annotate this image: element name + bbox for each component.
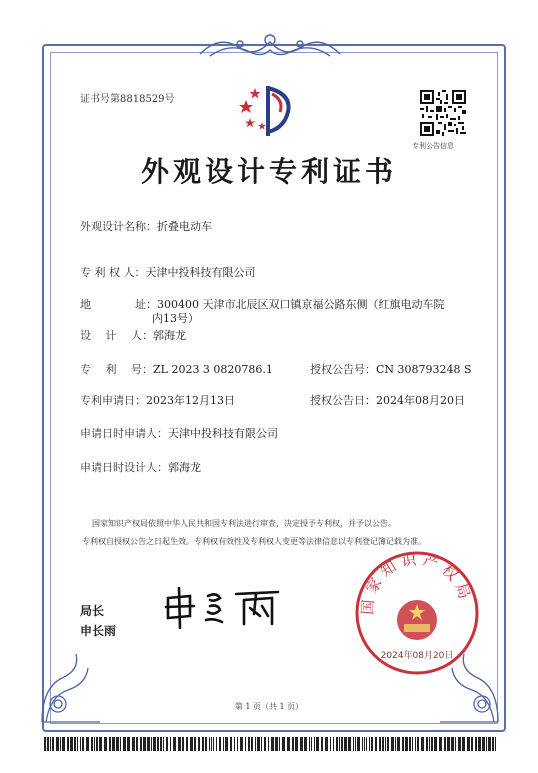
grant-number-row bbox=[310, 361, 472, 377]
design-name-row bbox=[80, 218, 212, 234]
seal-arc-text: 国家知识产权局 bbox=[358, 549, 476, 616]
signatory-title: 局长 bbox=[80, 604, 105, 618]
designer-value: 郭海龙 bbox=[153, 329, 186, 342]
bottom-left-ornament bbox=[36, 648, 106, 726]
qr-caption: 专利公告信息 bbox=[412, 142, 454, 150]
official-seal bbox=[352, 548, 482, 678]
patentee-row bbox=[80, 264, 256, 280]
patentee-value: 天津中投科技有限公司 bbox=[145, 266, 256, 279]
design-name-value: 折叠电动车 bbox=[157, 220, 212, 233]
design-name-label: 外观设计名称： bbox=[80, 220, 157, 233]
grant-number-label: 授权公告号： bbox=[310, 363, 376, 376]
filing-date-row bbox=[80, 392, 235, 408]
address-label: 地 址： bbox=[80, 298, 157, 311]
grant-date-row bbox=[310, 392, 465, 408]
applicant-label: 申请日时申请人： bbox=[80, 427, 168, 440]
top-ornament bbox=[190, 30, 350, 62]
certificate-title: 外观设计专利证书 bbox=[140, 155, 397, 188]
designer-row bbox=[80, 327, 186, 343]
notice-line-1: 国家知识产权局依照中华人民共和国专利法进行审查，决定授予专利权，并予以公告。 bbox=[92, 519, 396, 528]
patent-number-value: ZL 2023 3 0820786.1 bbox=[153, 363, 273, 376]
grant-date-label: 授权公告日： bbox=[310, 394, 376, 407]
notice-line-2: 专利权自授权公告之日起生效。专利权有效性及专利权人变更等法律信息以专利登记簿记载为准。 bbox=[82, 537, 426, 546]
grant-date-value: 2024年08月20日 bbox=[376, 394, 465, 407]
designer-label: 设 计 人： bbox=[80, 329, 153, 342]
seal-date: 2024年08月20日 bbox=[380, 651, 454, 661]
filing-date-label: 专利申请日： bbox=[80, 394, 146, 407]
handwritten-signature bbox=[160, 586, 290, 630]
address-value-line2: 内13号） bbox=[152, 312, 199, 325]
certificate-number: 证书号第8818529号 bbox=[80, 94, 175, 105]
applicant-designer-label: 申请日时设计人： bbox=[80, 461, 168, 474]
signatory-name: 申长雨 bbox=[80, 624, 117, 638]
patent-number-row bbox=[80, 361, 273, 377]
address-value-line1: 300400 天津市北辰区双口镇京福公路东侧（红旗电动车院 bbox=[157, 298, 445, 311]
applicant-row bbox=[80, 425, 278, 441]
qr-code[interactable] bbox=[420, 90, 466, 136]
applicant-value: 天津中投科技有限公司 bbox=[168, 427, 278, 440]
page-number: 第 1 页（共 1 页） bbox=[234, 702, 304, 711]
applicant-designer-value: 郭海龙 bbox=[168, 461, 201, 474]
national-emblem bbox=[397, 600, 437, 640]
barcode bbox=[44, 737, 496, 751]
applicant-designer-row bbox=[80, 459, 201, 475]
filing-date-value: 2023年12月13日 bbox=[146, 394, 235, 407]
cnipa-logo bbox=[238, 80, 298, 140]
patentee-label: 专 利 权 人： bbox=[80, 266, 146, 279]
patent-number-label: 专 利 号： bbox=[80, 363, 153, 376]
grant-number-value: CN 308793248 S bbox=[376, 363, 472, 376]
address-row-2 bbox=[152, 310, 199, 326]
address-row bbox=[80, 296, 445, 312]
